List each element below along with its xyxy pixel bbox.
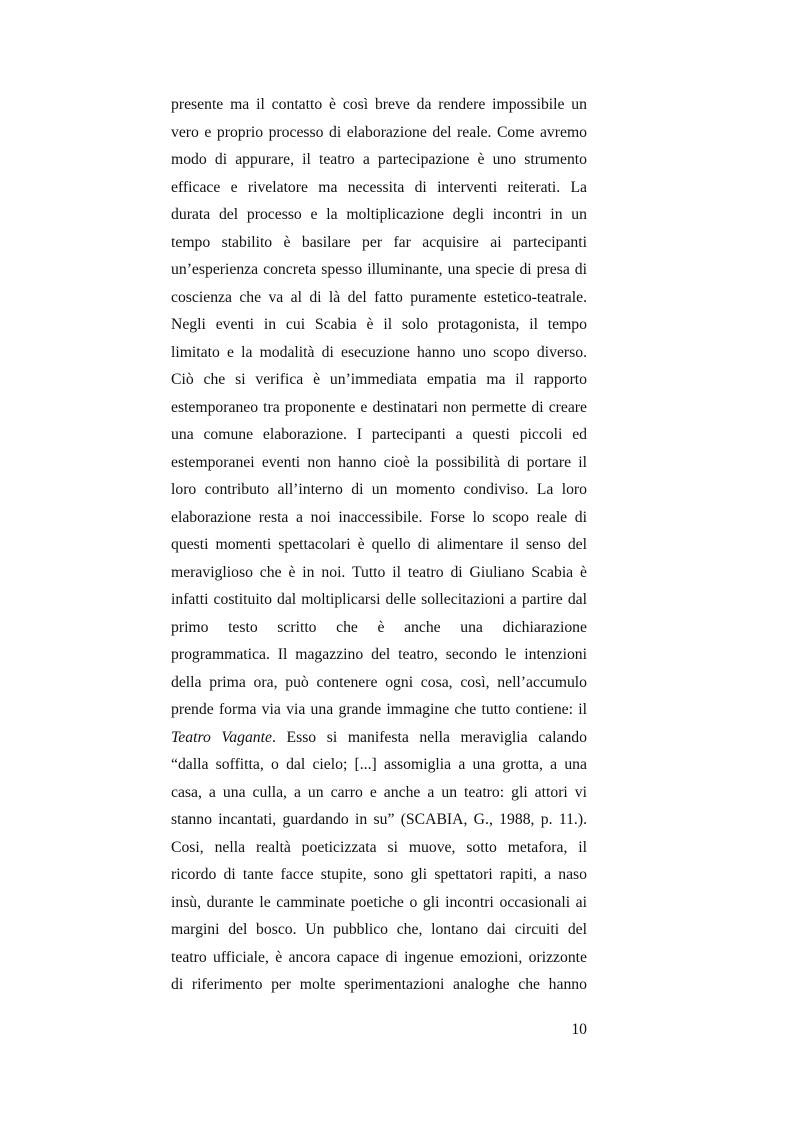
text-line: della prima ora, può contenere ogni cosa, così, nell’accumulo	[171, 673, 587, 691]
text-line: loro contributo all’interno di un momento condiviso. La loro	[171, 481, 587, 498]
text-line: estemporaneo tra proponente e destinatari non permette di creare	[171, 398, 587, 416]
body-text	[171, 91, 587, 999]
text-line: modo di appurare, il teatro a partecipazione è uno strumento	[171, 151, 587, 168]
text-line: presente ma il contatto è così breve da rendere impossibile un	[171, 96, 587, 113]
text-line: insù, durante le camminate poetiche o gli incontri occasionali ai	[171, 893, 587, 911]
text-line: limitato e la modalità di esecuzione hanno uno scopo diverso.	[171, 343, 587, 361]
text-line: Cosi, nella realtà poeticizzata si muove, sotto metafora, il	[171, 838, 587, 856]
text-line: ricordo di tante facce stupite, sono gli spettatori rapiti, a naso	[171, 866, 587, 883]
page-number: 10	[571, 1021, 587, 1038]
text-line: Ciò che si verifica è un’immediata empatia ma il rapporto	[171, 371, 587, 388]
text-line: tempo stabilito è basilare per far acquisire ai partecipanti	[171, 233, 587, 251]
text-line: questi momenti spettacolari è quello di alimentare il senso del	[171, 536, 587, 553]
text-line: Negli eventi in cui Scabia è il solo protagonista, il tempo	[171, 316, 587, 333]
text-line: efficace e rivelatore ma necessita di interventi reiterati. La	[171, 178, 587, 196]
text-line: elaborazione resta a noi inaccessibile. Forse lo scopo reale di	[171, 508, 587, 526]
text-line-with-title	[171, 724, 587, 752]
text-line-rest: . Esso si manifesta nella meraviglia calando	[271, 728, 587, 746]
text-line: programmatica. Il magazzino del teatro, secondo le intenzioni	[171, 646, 587, 663]
text-line: stanno incantati, guardando in su” (SCABIA, G., 1988, p. 11.).	[171, 811, 587, 828]
text-line: margini del bosco. Un pubblico che, lontano dai circuiti del	[171, 921, 587, 938]
text-line: prende forma via via una grande immagine che tutto contiene: il	[171, 701, 587, 718]
text-line: una comune elaborazione. I partecipanti a questi piccoli ed	[171, 426, 587, 443]
text-line: teatro ufficiale, è ancora capace di ingenue emozioni, orizzonte	[171, 948, 587, 966]
text-line: estemporanei eventi non hanno cioè la possibilità di portare il	[171, 453, 587, 471]
text-line: durata del processo e la moltiplicazione degli incontri in un	[171, 206, 587, 223]
text-line: meraviglioso che è in noi. Tutto il teatro di Giuliano Scabia è	[171, 563, 587, 581]
text-line: casa, a una culla, a un carro e anche a un teatro: gli attori vi	[171, 783, 587, 801]
text-line: coscienza che va al di là del fatto puramente estetico-teatrale.	[171, 288, 587, 306]
text-line: infatti costituito dal moltiplicarsi delle sollecitazioni a partire dal	[171, 591, 587, 608]
text-line: vero e proprio processo di elaborazione del reale. Come avremo	[171, 123, 587, 141]
text-line: “dalla soffitta, o dal cielo; [...] assomiglia a una grotta, a una	[171, 756, 587, 773]
text-line: primo testo scritto che è anche una dichiarazione	[171, 618, 587, 636]
text-line: un’esperienza concreta spesso illuminante, una specie di presa di	[171, 261, 587, 278]
text-line: di riferimento per molte sperimentazioni analoghe che hanno	[171, 976, 587, 993]
work-title: Teatro Vagante	[171, 728, 272, 746]
